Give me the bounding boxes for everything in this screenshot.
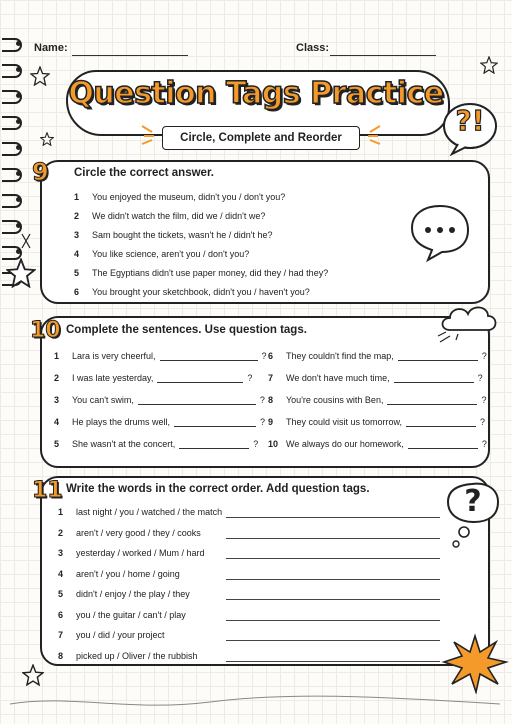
- item-text: You like science, aren't you / don't you?: [92, 249, 250, 259]
- item-text: You brought your sketchbook, didn't you / haven't you?: [92, 287, 310, 297]
- item-number: 1: [54, 351, 60, 361]
- list-item: [54, 439, 258, 449]
- item-number: 6: [268, 351, 274, 361]
- page-subtitle: Circle, Complete and Reorder: [162, 126, 360, 150]
- list-item: [268, 417, 485, 427]
- answer-blank[interactable]: [174, 417, 256, 427]
- question-mark: ?: [260, 417, 266, 427]
- item-number: 5: [58, 589, 64, 599]
- spiral-ring: [2, 194, 22, 206]
- answer-blank[interactable]: [387, 395, 477, 405]
- spiral-ring: [2, 64, 22, 76]
- list-item: [74, 192, 285, 202]
- item-number: 2: [74, 211, 80, 221]
- item-number: 2: [54, 373, 60, 383]
- item-text: You can't swim,: [72, 395, 134, 405]
- answer-line[interactable]: [226, 537, 440, 539]
- answer-blank[interactable]: [138, 395, 256, 405]
- section-9-instruction: Circle the correct answer.: [74, 167, 214, 179]
- list-item: [74, 268, 328, 278]
- exclaim-text: ?!: [455, 104, 485, 137]
- item-text: aren't / you / home / going: [76, 568, 180, 579]
- item-number: 4: [58, 568, 64, 579]
- answer-line[interactable]: [226, 619, 440, 621]
- speech-dots-icon: [408, 200, 472, 264]
- item-number: 5: [74, 268, 80, 278]
- item-number: 10: [268, 439, 279, 449]
- question-mark: ?: [253, 439, 259, 449]
- list-item: [54, 417, 265, 427]
- question-mark: ?: [247, 373, 253, 383]
- section-11-instruction: Write the words in the correct order. Add question tags.: [66, 483, 370, 495]
- explosion-icon: [440, 632, 510, 694]
- item-number: 2: [58, 527, 64, 538]
- item-number: 3: [54, 395, 60, 405]
- answer-blank[interactable]: [160, 351, 258, 361]
- name-field[interactable]: [72, 43, 188, 56]
- list-item: [74, 249, 249, 259]
- cloud-splat-icon: [436, 300, 500, 346]
- item-number: 7: [58, 630, 64, 640]
- item-text: I was late yesterday,: [72, 373, 154, 383]
- answer-blank[interactable]: [179, 439, 249, 449]
- list-item: [54, 373, 252, 383]
- list-item: [268, 351, 487, 361]
- item-text: Lara is very cheerful,: [72, 351, 156, 361]
- item-text: aren't / very good / they / cooks: [76, 527, 201, 538]
- question-mark: ?: [481, 351, 487, 361]
- spiral-ring: [2, 142, 22, 154]
- item-text: Sam bought the tickets, wasn't he / didn't he?: [92, 230, 273, 240]
- list-item: [54, 351, 267, 361]
- section-10-instruction: Complete the sentences. Use question tags.: [66, 324, 307, 336]
- list-item: [58, 651, 198, 661]
- list-item: [58, 548, 205, 558]
- page-title: Question Tags Practice: [68, 76, 444, 111]
- item-number: 6: [58, 609, 64, 620]
- burst-lines-icon: [360, 122, 382, 146]
- item-number: 5: [54, 439, 60, 449]
- answer-blank[interactable]: [157, 373, 243, 383]
- item-text: He plays the drums well,: [72, 417, 171, 427]
- spiral-ring: [2, 38, 22, 50]
- item-text: You're cousins with Ben,: [286, 395, 384, 405]
- list-item: [54, 395, 265, 405]
- item-number: 4: [54, 417, 60, 427]
- item-text: you / did / your project: [76, 630, 165, 640]
- list-item: [74, 230, 273, 240]
- item-number: 4: [74, 249, 80, 259]
- list-item: [58, 507, 222, 517]
- question-mark: ?: [481, 395, 487, 405]
- answer-blank[interactable]: [394, 373, 474, 383]
- section-10-number: 10: [30, 318, 61, 343]
- answer-blank[interactable]: [398, 351, 478, 361]
- answer-line[interactable]: [226, 660, 440, 662]
- star-icon: [22, 664, 44, 686]
- list-item: [74, 211, 265, 221]
- item-number: 1: [58, 507, 64, 517]
- item-number: 3: [58, 548, 64, 558]
- question-mark: ?: [259, 395, 265, 405]
- question-mark: ?: [477, 373, 483, 383]
- answer-line[interactable]: [226, 516, 440, 518]
- section-9-number: 9: [32, 158, 49, 186]
- item-text: yesterday / worked / Mum / hard: [76, 548, 205, 558]
- answer-line[interactable]: [226, 598, 440, 600]
- item-text: We didn't watch the film, did we / didn't we?: [92, 211, 266, 221]
- list-item: [58, 610, 186, 620]
- class-field[interactable]: [330, 43, 436, 56]
- question-mark: ?: [261, 351, 267, 361]
- answer-blank[interactable]: [406, 417, 476, 427]
- name-label: Name:: [34, 42, 68, 54]
- spiral-ring: [2, 168, 22, 180]
- item-text: We always do our homework,: [286, 439, 404, 449]
- spiral-ring: [2, 220, 22, 232]
- answer-blank[interactable]: [408, 439, 478, 449]
- list-item: [74, 287, 310, 297]
- item-text: The Egyptians didn't use paper money, did they / had they?: [92, 268, 329, 278]
- list-item: [268, 439, 487, 449]
- item-number: 1: [74, 192, 80, 202]
- item-text: They couldn't find the map,: [286, 351, 394, 361]
- list-item: [268, 373, 483, 383]
- spiral-ring: [2, 116, 22, 128]
- class-label: Class:: [296, 42, 330, 54]
- item-text: last night / you / watched / the match: [76, 507, 223, 517]
- answer-line[interactable]: [226, 557, 440, 559]
- list-item: [268, 395, 486, 405]
- thought-question-text: ?: [464, 484, 482, 519]
- question-mark: ?: [480, 417, 486, 427]
- star-icon: [480, 56, 498, 74]
- item-number: 7: [268, 373, 274, 383]
- list-item: [58, 589, 190, 599]
- burst-lines-icon: [140, 122, 162, 146]
- item-text: She wasn't at the concert,: [72, 439, 176, 449]
- star-icon: [6, 258, 36, 288]
- item-text: We don't have much time,: [286, 373, 390, 383]
- list-item: [58, 630, 165, 640]
- item-number: 8: [58, 650, 64, 661]
- question-mark: ?: [481, 439, 487, 449]
- list-item: [58, 569, 180, 579]
- sparkle-icon: [20, 232, 32, 250]
- bottom-doodle-line: [10, 690, 500, 714]
- item-text: You enjoyed the museum, didn't you / don't you?: [92, 192, 286, 202]
- item-text: didn't / enjoy / the play / they: [76, 589, 190, 599]
- item-number: 6: [74, 287, 80, 297]
- answer-line[interactable]: [226, 578, 440, 580]
- list-item: [58, 528, 201, 538]
- item-number: 8: [268, 395, 274, 405]
- item-text: you / the guitar / can't / play: [76, 609, 186, 620]
- star-icon: [40, 132, 54, 146]
- item-text: picked up / Oliver / the rubbish: [76, 650, 198, 661]
- answer-line[interactable]: [226, 639, 440, 641]
- item-text: They could visit us tomorrow,: [286, 417, 403, 427]
- item-number: 3: [74, 230, 80, 240]
- spiral-ring: [2, 246, 22, 258]
- item-number: 9: [268, 417, 274, 427]
- section-11-number: 11: [32, 478, 63, 503]
